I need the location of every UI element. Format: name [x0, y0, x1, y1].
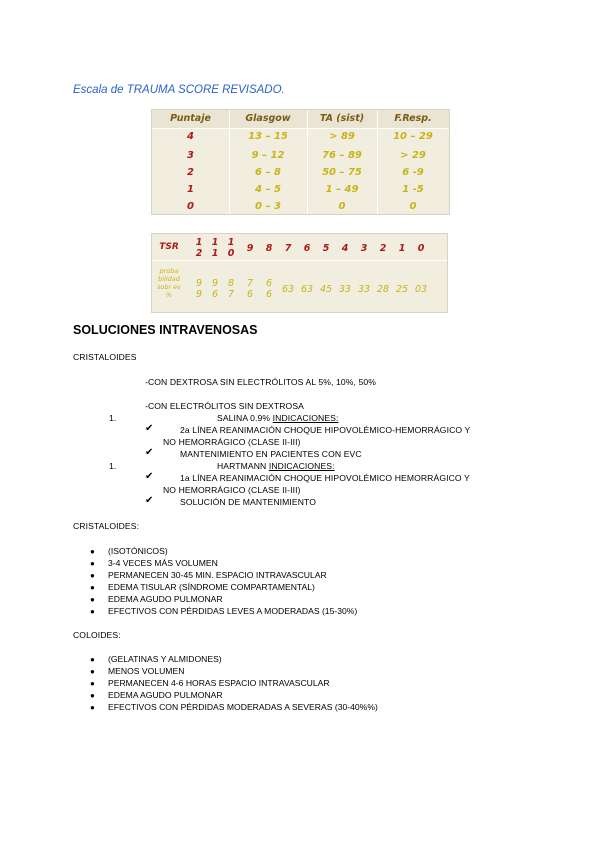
bullet-icon: ● [90, 679, 95, 688]
probability-value-cell: 6 6 [265, 278, 273, 300]
solution-name: HARTMANN [217, 461, 267, 471]
probability-value-cell: 03 [414, 284, 428, 295]
list-item-title [217, 413, 338, 423]
table-cell: 10 – 29 [393, 131, 433, 142]
table-cell: 0 – 3 [255, 201, 281, 212]
bullet-icon: ● [90, 655, 95, 664]
tsr-probability-table [151, 233, 448, 313]
list-item: EDEMA TISULAR (SÍNDROME COMPARTAMENTAL) [108, 582, 315, 592]
header-puntaje: Puntaje [170, 113, 211, 124]
table-cell: 13 – 15 [248, 131, 288, 142]
probability-value-cell: 63 [300, 284, 314, 295]
tsr-value-cell: 6 [303, 243, 311, 254]
tsr-value-cell: 3 [360, 243, 368, 254]
table-cell: 4 [187, 131, 194, 142]
list-item: EDEMA AGUDO PULMONAR [108, 594, 223, 604]
bullet-icon: ● [90, 571, 95, 580]
table-cell: 6 -9 [402, 167, 424, 178]
table-cell: > 29 [400, 150, 426, 161]
indications-label: INDICACIONES: [268, 461, 335, 471]
list-number: 1. [109, 413, 117, 423]
table-divider [377, 110, 378, 214]
table-cell: 0 [187, 201, 194, 212]
probability-row-label: proba bilidad sobr ev % [156, 267, 182, 299]
check-icon: ✔ [145, 471, 154, 482]
text-line: -CON DEXTROSA SIN ELECTRÓLITOS AL 5%, 10%, 50% [145, 377, 376, 387]
bullet-icon: ● [90, 559, 95, 568]
list-item: 3-4 VECES MÁS VOLUMEN [108, 558, 218, 568]
tsr-row-label: TSR [159, 242, 179, 252]
bullet-icon: ● [90, 703, 95, 712]
tsr-value-cell: 1 [398, 243, 406, 254]
text-line: -CON ELECTRÓLITOS SIN DEXTROSA [145, 401, 304, 411]
table-cell: 1 -5 [402, 184, 424, 195]
list-item-title [217, 461, 335, 471]
probability-value-cell: 45 [319, 284, 333, 295]
check-icon: ✔ [145, 495, 154, 506]
table-divider [307, 110, 308, 214]
bullet-icon: ● [90, 547, 95, 556]
bullet-icon: ● [90, 607, 95, 616]
list-item: MENOS VOLUMEN [108, 666, 185, 676]
check-icon: ✔ [145, 447, 154, 458]
probability-value-cell: 9 6 [211, 278, 219, 300]
table-cell: 4 – 5 [255, 184, 281, 195]
list-item: EFECTIVOS CON PÉRDIDAS MODERADAS A SEVERAS (30-40%%) [108, 702, 378, 712]
list-item: PERMANECEN 4-6 HORAS ESPACIO INTRAVASCULAR [108, 678, 330, 688]
tsr-value-cell: 9 [246, 243, 254, 254]
solution-name: SALINA 0.9% [217, 413, 271, 423]
text-line: NO HEMORRÁGICO (CLASE II-III) [163, 437, 301, 447]
probability-value-cell: 63 [281, 284, 295, 295]
table-cell: 1 [187, 184, 194, 195]
tsr-value-cell: 1 1 [211, 237, 219, 259]
document-title: Escala de TRAUMA SCORE REVISADO. [73, 84, 285, 96]
table-cell: 1 – 49 [325, 184, 359, 195]
tsr-value-cell: 8 [265, 243, 273, 254]
text-line: MANTENIMIENTO EN PACIENTES CON EVC [180, 449, 362, 459]
probability-value-cell: 9 9 [195, 278, 203, 300]
table-cell: 50 – 75 [322, 167, 362, 178]
table-cell: 6 – 8 [255, 167, 281, 178]
section-heading: SOLUCIONES INTRAVENOSAS [73, 323, 258, 337]
text-line: 2a LÍNEA REANIMACIÓN CHOQUE HIPOVOLÉMICO-HEMORRÁGICO Y [180, 425, 471, 435]
trauma-score-table [151, 109, 450, 215]
probability-value-cell: 7 6 [246, 278, 254, 300]
bullet-icon: ● [90, 583, 95, 592]
table-cell: 3 [187, 150, 194, 161]
list-item: (GELATINAS Y ALMIDONES) [108, 654, 222, 664]
list-item: EDEMA AGUDO PULMONAR [108, 690, 223, 700]
header-ta: TA (sist) [319, 113, 365, 124]
header-glasgow: Glasgow [245, 113, 291, 124]
tsr-value-cell: 4 [341, 243, 349, 254]
probability-value-cell: 33 [357, 284, 371, 295]
tsr-value-cell: 2 [379, 243, 387, 254]
check-icon: ✔ [145, 423, 154, 434]
section-label-cristaloides: CRISTALOIDES: [73, 521, 140, 531]
probability-value-cell: 25 [395, 284, 409, 295]
table-cell: 9 – 12 [251, 150, 285, 161]
probability-value-cell: 8 7 [227, 278, 235, 300]
tsr-value-cell: 1 2 [195, 237, 203, 259]
bullet-icon: ● [90, 667, 95, 676]
tsr-value-cell: 1 0 [227, 237, 235, 259]
table-cell: > 89 [329, 131, 355, 142]
section-label-coloides: COLOIDES: [73, 630, 121, 640]
probability-value-cell: 28 [376, 284, 390, 295]
table-cell: 0 [338, 201, 346, 212]
bullet-icon: ● [90, 691, 95, 700]
tsr-value-cell: 5 [322, 243, 330, 254]
list-item: (ISOTÓNICOS) [108, 546, 168, 556]
text-line: SOLUCIÓN DE MANTENIMIENTO [180, 497, 317, 507]
table-cell: 0 [409, 201, 417, 212]
text-line: NO HEMORRÁGICO (CLASE II-III) [163, 485, 301, 495]
bullet-icon: ● [90, 595, 95, 604]
header-fresp: F.Resp. [394, 113, 432, 124]
section-label-cristaloides: CRISTALOIDES [73, 352, 137, 362]
table-divider [152, 260, 447, 261]
list-item: EFECTIVOS CON PÉRDIDAS LEVES A MODERADAS (15-30%) [108, 606, 358, 616]
table-divider [229, 110, 230, 214]
table-cell: 2 [187, 167, 194, 178]
text-line: 1a LÍNEA REANIMACIÓN CHOQUE HIPOVOLÉMICO HEMORRÁGICO Y [180, 473, 470, 483]
indications-label: INDICACIONES: [272, 413, 339, 423]
tsr-value-cell: 0 [417, 243, 425, 254]
probability-value-cell: 33 [338, 284, 352, 295]
tsr-value-cell: 7 [284, 243, 292, 254]
list-item: PERMANECEN 30-45 MIN. ESPACIO INTRAVASCULAR [108, 570, 327, 580]
table-cell: 76 – 89 [322, 150, 362, 161]
list-number: 1. [109, 461, 117, 471]
